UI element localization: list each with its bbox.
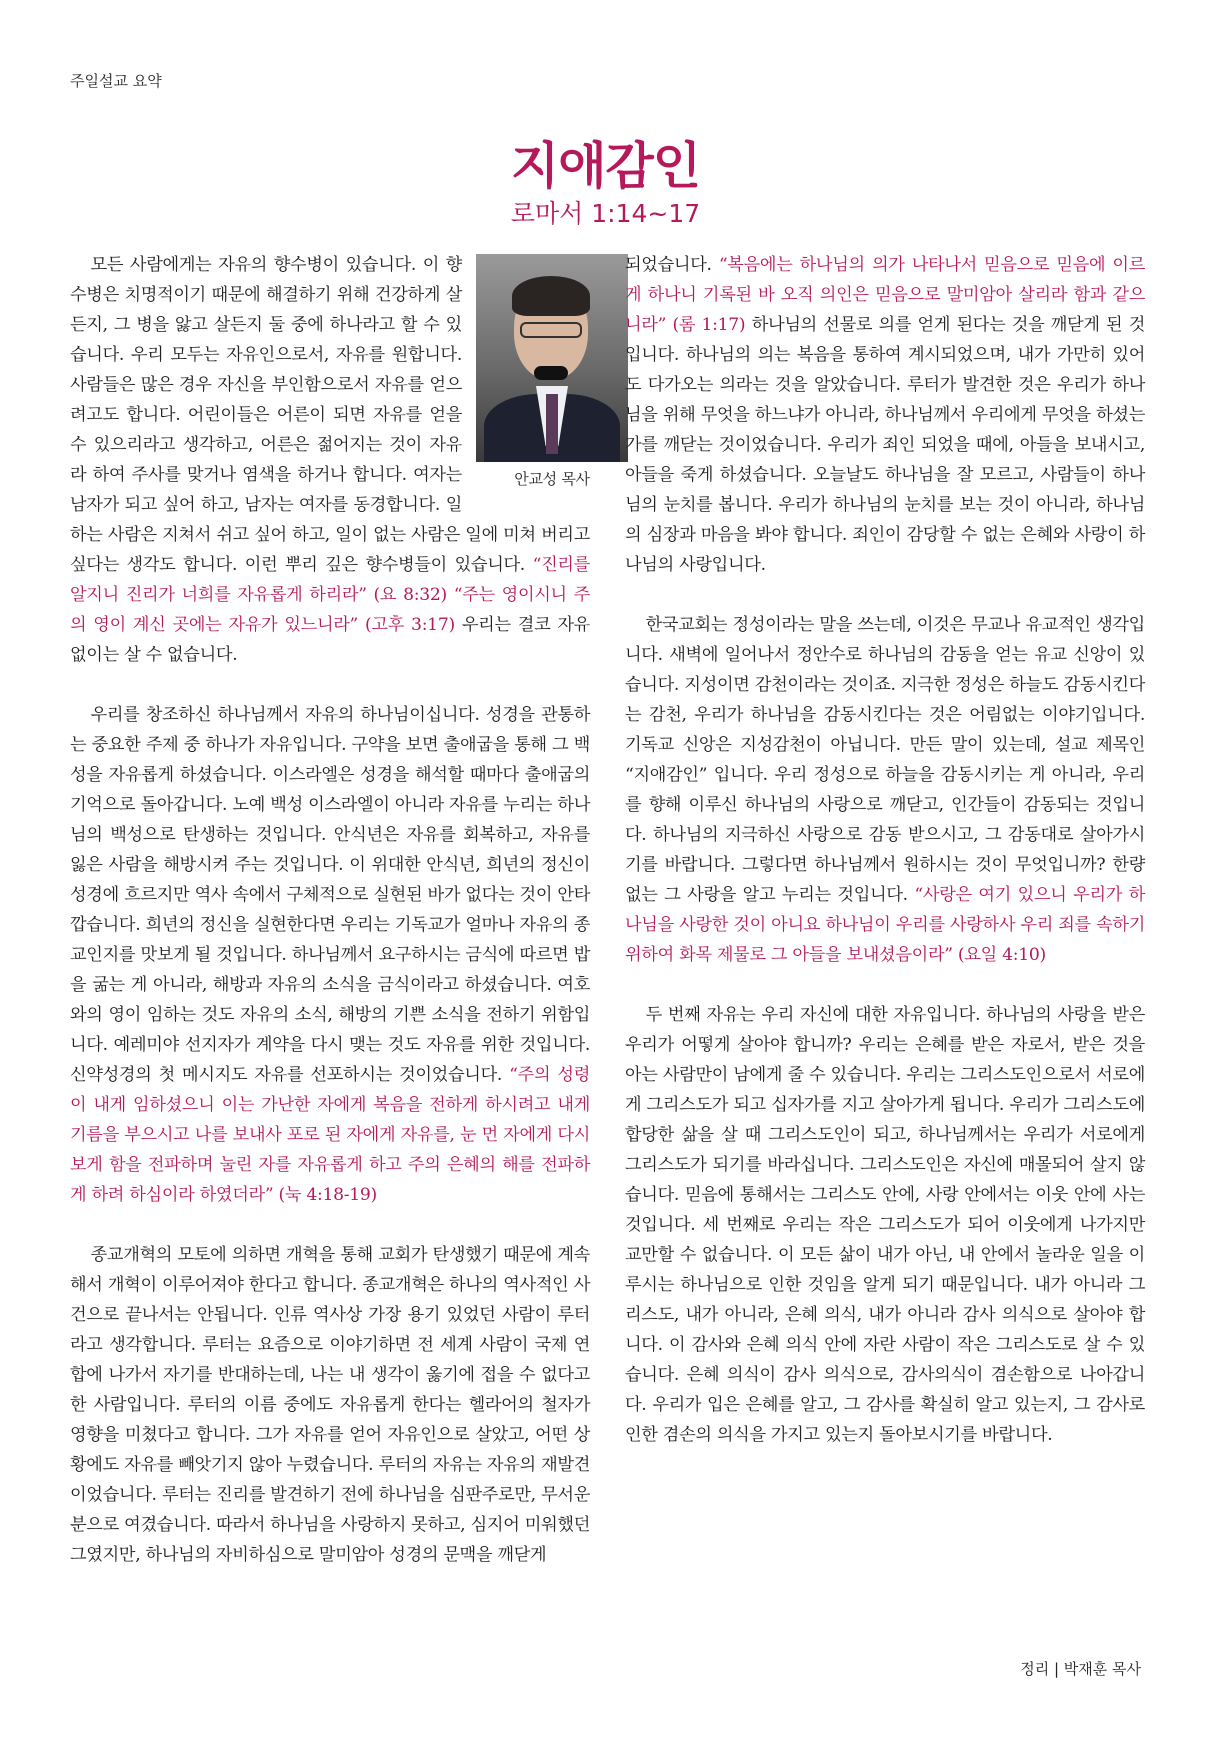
right-column <box>625 250 1145 1690</box>
paragraph: 한국교회는 정성이라는 말을 쓰는데, 이것은 무교나 유교적인 생각입니다. 새벽에 일어나서 정안수로 하나님의 감동을 얻는 유교 신앙이 있습니다. 지성이면 감천이라는 것이죠. 지극한 정성은 하늘도 감동시킨다는 감천, 우리가 하나님을 감동시킨다는 것은 어림없는 이야기입니다. 기독교 신앙은 지성감천이 아닙니다. 만든 말이 있는데, 설교 제목인 “지애감인” 입니다. 우리 정성으로 하늘을 감동시키는 게 아니라, 우리를 향해 이루신 하나님의 사랑으로 깨닫고, 인간들이 감동되는 것입니다. 하나님의 지극하신 사랑으로 감동 받으시고, 그 감동대로 살아가시기를 바랍니다. 그렇다면 하나님께서 원하시는 것이 무엇입니까? 한량없는 그 사랑을 알고 누리는 것입니다. “사랑은 여기 있으니 우리가 하나님을 사랑한 것이 아니요 하나님이 우리를 사랑하사 우리 죄를 속하기 위하여 화목 제물로 그 아들을 보내셨음이라” (요일 4:10) <box>625 615 1145 965</box>
pastor-photo-block <box>476 254 628 492</box>
paragraph: 우리를 창조하신 하나님께서 자유의 하나님이십니다. 성경을 관통하는 중요한 주제 중 하나가 자유입니다. 구약을 보면 출애굽을 통해 그 백성을 자유롭게 하셨습니다. 이스라엘은 성경을 해석할 때마다 출애굽의 기억으로 돌아갑니다. 노예 백성 이스라엘이 아니라 자유를 누리는 하나님의 백성으로 탄생하는 것입니다. 안식년은 자유를 회복하고, 자유를 잃은 사람을 해방시켜 주는 것입니다. 이 위대한 안식년, 희년의 정신이 성경에 흐르지만 역사 속에서 구체적으로 실현된 바가 없다는 것이 안타깝습니다. 희년의 정신을 실현한다면 우리는 기독교가 얼마나 자유의 종교인지를 맛보게 될 것입니다. 하나님께서 요구하시는 금식에 따르면 밥을 굶는 게 아니라, 해방과 자유의 소식을 금식이라고 하셨습니다. 여호와의 영이 임하는 것도 자유의 소식, 해방의 기쁜 소식을 전하기 위함입니다. 예레미야 선지자가 계약을 다시 맺는 것도 자유를 위한 것입니다. 신약성경의 첫 메시지도 자유를 선포하시는 것이었습니다. “주의 성령이 내게 임하셨으니 이는 가난한 자에게 복음을 전하게 하시려고 내게 기름을 부으시고 나를 보내사 포로 된 자에게 자유를, 눈 먼 자에게 다시 보게 함을 전파하며 눌린 자를 자유롭게 하고 주의 은혜의 해를 전파하게 하려 하심이라 하였더라” (눅 4:18-19) <box>70 705 590 1205</box>
left-column <box>70 250 590 1690</box>
editor-credit: 정리 | 박재훈 목사 <box>1020 1660 1141 1678</box>
sermon-title: 지애감인 <box>510 137 701 195</box>
paragraph: 되었습니다. “복음에는 하나님의 의가 나타나서 믿음으로 믿음에 이르게 하나니 기록된 바 오직 의인은 믿음으로 말미암아 살리라 함과 같으니라” (롬 1:17) 하나님의 선물로 의를 얻게 된다는 것을 깨닫게 된 것입니다. 하나님의 의는 복음을 통하여 계시되었으며, 내가 가만히 있어도 다가오는 의라는 것을 알았습니다. 루터가 발견한 것은 우리가 하나님을 위해 무엇을 하느냐가 아니라, 하나님께서 우리에게 무엇을 하셨는가를 깨닫는 것이었습니다. 우리가 죄인 되었을 때에, 아들을 보내시고, 아들을 죽게 하셨습니다. 오늘날도 하나님을 잘 모르고, 사람들이 하나님의 눈치를 봅니다. 우리가 하나님의 눈치를 보는 것이 아니라, 하나님의 심장과 마음을 봐야 합니다. 죄인이 감당할 수 없는 은혜와 사랑이 하나님의 사랑입니다. <box>625 255 1145 575</box>
scripture-quote: “주의 성령이 내게 임하셨으니 이는 가난한 자에게 복음을 전하게 하시려고 내게 기름을 부으시고 나를 보내사 포로 된 자에게 자유를, 눈 먼 자에게 다시 보게 함을 전파하며 눌린 자를 자유롭게 하고 주의 은혜의 해를 전파하게 하려 하심이라 하였더라” (눅 4:18-19) <box>70 1065 590 1205</box>
section-label: 주일설교 요약 <box>70 72 162 90</box>
paragraph: 두 번째 자유는 우리 자신에 대한 자유입니다. 하나님의 사랑을 받은 우리가 어떻게 살아야 합니까? 우리는 은혜를 받은 자로서, 받은 것을 아는 사람만이 남에게 줄 수 있습니다. 우리는 그리스도인으로서 서로에게 그리스도가 되고 십자가를 지고 살아가게 됩니다. 우리가 그리스도에 합당한 삶을 살 때 그리스도인이 되고, 하나님께서는 우리가 서로에게 그리스도가 되기를 바라십니다. 그리스도인은 자신에 매몰되어 살지 않습니다. 믿음에 통해서는 그리스도 안에, 사랑 안에서는 이웃 안에 사는 것입니다. 세 번째로 우리는 작은 그리스도가 되어 이웃에게 나가지만 교만할 수 없습니다. 이 모든 삶이 내가 아닌, 내 안에서 놀라운 일을 이루시는 하나님으로 인한 것임을 알게 되기 때문입니다. 내가 아니라 그리스도, 내가 아니라, 은혜 의식, 내가 아니라 감사 의식으로 살아야 합니다. 이 감사와 은혜 의식 안에 자란 사람이 작은 그리스도로 살 수 있습니다. 은혜 의식이 감사 의식으로, 감사의식이 겸손함으로 나아갑니다. 우리가 입은 은혜를 알고, 그 감사를 확실히 알고 있는지, 그 감사로 인한 겸손의 의식을 가지고 있는지 돌아보시기를 바랍니다. <box>625 1005 1145 1445</box>
pastor-photo <box>476 254 628 462</box>
scripture-quote: “복음에는 하나님의 의가 나타나서 믿음으로 믿음에 이르게 하나니 기록된 바 오직 의인은 믿음으로 말미암아 살리라 함과 같으니라” (롬 1:17) <box>625 255 1145 335</box>
paragraph: 종교개혁의 모토에 의하면 개혁을 통해 교회가 탄생했기 때문에 계속해서 개혁이 이루어져야 한다고 합니다. 종교개혁은 하나의 역사적인 사건으로 끝나서는 안됩니다. 인류 역사상 가장 용기 있었던 사람이 루터라고 생각합니다. 루터는 요즘으로 이야기하면 전 세계 사람이 국제 연합에 나가서 자기를 반대하는데, 나는 내 생각이 옳기에 접을 수 없다고 한 사람입니다. 루터의 이름 중에도 자유롭게 한다는 헬라어의 철자가 영향을 미쳤다고 합니다. 그가 자유를 얻어 자유인으로 살았고, 어떤 상황에도 자유를 빼앗기지 않아 누렸습니다. 루터의 자유는 자유의 재발견이었습니다. 루터는 진리를 발견하기 전에 하나님을 심판주로만, 무서운 분으로 여겼습니다. 따라서 하나님을 사랑하지 못하고, 심지어 미워했던 그였지만, 하나님의 자비하심으로 말미암아 성경의 문맥을 깨닫게 <box>70 1245 590 1565</box>
scripture-quote: “사랑은 여기 있으니 우리가 하나님을 사랑한 것이 아니요 하나님이 우리를 사랑하사 우리 죄를 속하기 위하여 화목 제물로 그 아들을 보내셨음이라” (요일 4:10) <box>625 885 1145 965</box>
scripture-quote: “진리를 알지니 진리가 너희를 자유롭게 하리라” (요 8:32) “주는 영이시니 주의 영이 계신 곳에는 자유가 있느니라” (고후 3:17) <box>70 555 590 635</box>
scripture-reference: 로마서 1:14~17 <box>510 199 701 228</box>
paragraph: 모든 사람에게는 자유의 향수병이 있습니다. 이 향수병은 치명적이기 때문에 해결하기 위해 건강하게 살든지, 그 병을 앓고 살든지 둘 중에 하나라고 할 수 있습니다. 우리 모두는 자유인으로서, 자유를 원합니다. 사람들은 많은 경우 자신을 부인함으로서 자유를 얻으려고도 합니다. 어린이들은 어른이 되면 자유를 얻을 수 있으리라고 생각하고, 어른은 젊어지는 것이 자유라 하여 주사를 맞거나 염색을 하거나 합니다. 여자는 남자가 되고 싶어 하고, 남자는 여자를 동경합니다. 일하는 사람은 지쳐서 쉬고 싶어 하고, 일이 없는 사람은 일에 미쳐 버리고 싶다는 생각도 합니다. 이런 뿌리 깊은 향수병들이 있습니다. “진리를 알지니 진리가 너희를 자유롭게 하리라” (요 8:32) “주는 영이시니 주의 영이 계신 곳에는 자유가 있느니라” (고후 3:17) 우리는 결코 자유 없이는 살 수 없습니다. <box>70 255 590 665</box>
photo-caption: 안교성 목사 <box>514 470 590 488</box>
